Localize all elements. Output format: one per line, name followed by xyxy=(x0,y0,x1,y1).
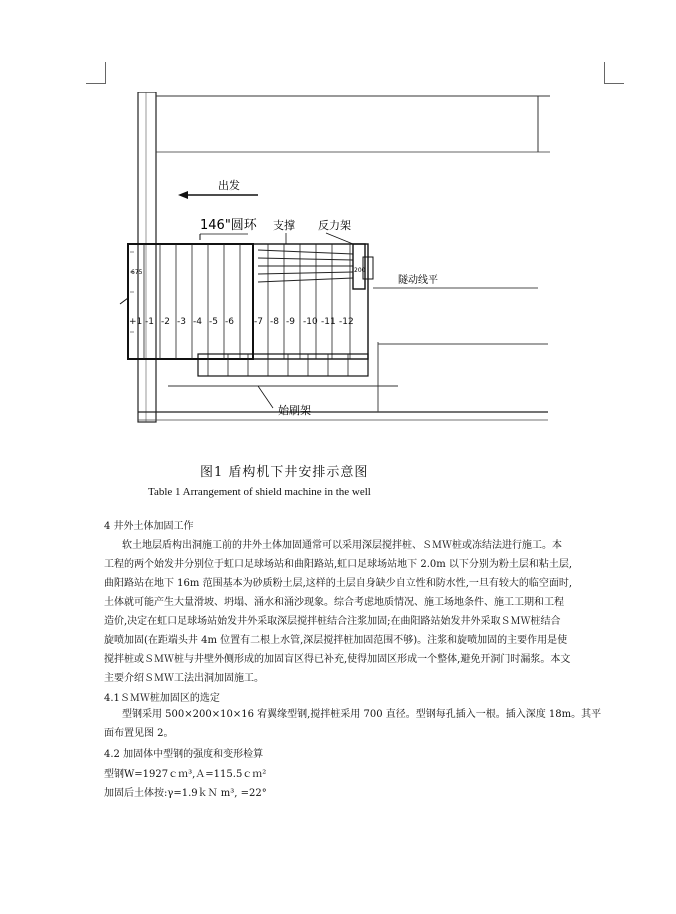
segment-label: -8 xyxy=(270,317,279,327)
section-42-line2: 加固后土体按:γ=1.9ｋＮ m³, =22° xyxy=(104,788,267,799)
segment-label: -11 xyxy=(321,317,336,327)
crop-mark-top-left-v xyxy=(105,62,106,84)
segment-rings xyxy=(253,244,368,359)
paragraph-line: 旋喷加固(在距端头井 4m 位置有二根上水管,深层搅拌桩加固范围不够)。注浆和旋喷加固的主要作用是使 xyxy=(104,635,568,646)
segment-label: -7 xyxy=(254,317,263,327)
segment-label: -5 xyxy=(209,317,218,327)
figure-caption-en: Table 1 Arrangement of shield machine in the well xyxy=(148,486,371,498)
departure-label: 出发 xyxy=(218,179,240,192)
axis-label: 隧动线平 xyxy=(398,275,438,286)
segment-label: -1 xyxy=(145,317,154,327)
paragraph-line: 工程的两个始发井分别位于虹口足球场站和曲阳路站,虹口足球场站地下 2.0m 以下分别为粉土层和粘土层, xyxy=(104,559,573,570)
paragraph-line: 曲阳路站在地下 16m 范围基本为砂质粉土层,这样的土层自身缺少自立性和防水性,一旦有较大的临空面时, xyxy=(104,578,573,589)
crop-mark-top-right-v xyxy=(604,62,605,84)
paragraph-line: 造价,决定在虹口足球场站始发井外采取深层搅拌桩结合注浆加固;在曲阳路站始发井外采取ＳＭＷ桩结合 xyxy=(104,616,561,627)
section-42-line1: 型钢W=1927ｃｍ³,Ａ=115.5ｃｍ² xyxy=(104,769,267,780)
paragraph-line: 软土地层盾构出洞施工前的井外土体加固通常可以采用深层搅拌桩、ＳＭＷ桩或冻结法进行施工。本 xyxy=(122,540,562,551)
section-42-title: 4.2 加固体中型钢的强度和变形检算 xyxy=(104,749,264,760)
segment-label: -2 xyxy=(161,317,170,327)
section-4-body xyxy=(104,536,604,688)
paragraph-line: 主要介绍ＳＭＷ工法出洞加固施工。 xyxy=(104,673,264,684)
section-41-body xyxy=(104,705,604,743)
shield-body xyxy=(128,244,253,359)
shaft-wall-left xyxy=(138,92,156,422)
dim-right-label: 200 xyxy=(354,267,366,274)
figure-caption-cn: 图1 盾构机下井安排示意图 xyxy=(200,465,369,480)
paragraph-line: 型钢采用 500×200×10×16 宥翼缘型钢,搅拌桩采用 700 直径。型钢每孔插入一根。插入深度 18m。其平 xyxy=(122,709,602,720)
dim-left-label: 675 xyxy=(131,269,143,276)
segment-label: -4 xyxy=(193,317,202,327)
segment-label: -3 xyxy=(177,317,186,327)
cradle-label: 始刷架 xyxy=(278,404,311,417)
shield-machine-figure xyxy=(108,92,550,437)
crop-mark-top-right-h xyxy=(604,83,624,84)
shield-machine-diagram xyxy=(108,92,550,437)
segment-label: -12 xyxy=(339,317,354,327)
section-41-title: 4.1ＳＭＷ桩加固区的选定 xyxy=(104,693,220,704)
brace-label: 支撑 xyxy=(273,219,295,232)
cradle xyxy=(198,354,368,376)
crop-mark-top-left-h xyxy=(86,83,106,84)
section-4-title: 4 井外土体加固工作 xyxy=(104,521,194,532)
segment-label: +1 xyxy=(129,317,143,327)
reaction-frame-label: 反力架 xyxy=(318,219,351,232)
paragraph-line: 面布置见图 2。 xyxy=(104,728,174,739)
ring-label: 146"圆环 xyxy=(200,218,257,233)
paragraph-line: 搅拌桩或ＳＭＷ桩与井壁外侧形成的加固盲区得已补充,使得加固区形成一个整体,避免开洞门时漏浆。本文 xyxy=(104,654,571,665)
paragraph-line: 土体就可能产生大量滑坡、坍塌、涌水和涌沙现象。综合考虑地质情况、施工场地条件、施工工期和工程 xyxy=(104,597,564,608)
segment-label: -10 xyxy=(303,317,318,327)
segment-label: -6 xyxy=(225,317,234,327)
segment-label: -9 xyxy=(286,317,295,327)
